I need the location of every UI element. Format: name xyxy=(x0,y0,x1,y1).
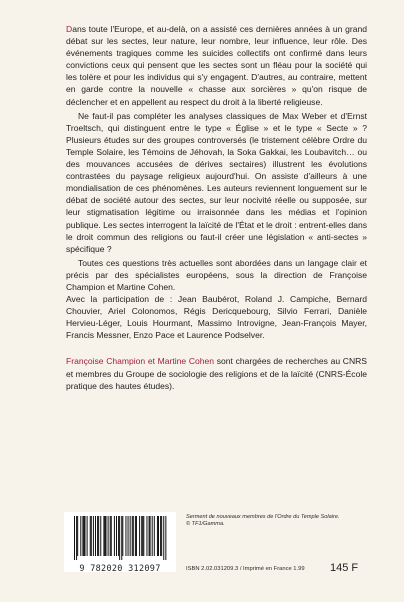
drop-cap: D xyxy=(66,24,73,34)
barcode-bar xyxy=(93,516,94,556)
price: 145 F xyxy=(330,562,359,574)
barcode-bar xyxy=(95,516,96,556)
barcode-bar xyxy=(87,516,88,556)
barcode-bar xyxy=(106,516,107,556)
barcode-bar xyxy=(132,516,133,556)
barcode-bars xyxy=(72,516,168,562)
barcode-bar xyxy=(118,516,119,556)
participants-list: Avec la participation de : Jean Baubérot, Roland J. Campiche, Bernard Chouvier, Ariel Colonomos, Régis Dericquebourg, Silvio Ferrari, Danièle Hervieu-Léger, Louis Hourmant, Massimo Introvigne, Jean-François Mayer, Francis Messner, Enzo Pace et Laurence Podselver. xyxy=(66,294,367,341)
barcode-bar xyxy=(128,516,129,556)
barcode-bar xyxy=(143,516,144,556)
back-cover-footer xyxy=(64,508,364,580)
barcode-bar xyxy=(77,516,78,556)
barcode-bar xyxy=(83,516,84,556)
barcode-bar xyxy=(119,516,120,560)
barcode-bar xyxy=(98,516,99,556)
barcode-bar xyxy=(108,516,109,556)
barcode-bar xyxy=(158,516,159,556)
barcode-bar xyxy=(141,516,142,556)
barcode-bar xyxy=(152,516,153,556)
barcode-bar xyxy=(154,516,155,556)
barcode-bar xyxy=(122,516,123,556)
barcode-bar xyxy=(139,516,140,556)
barcode-bar xyxy=(135,516,136,556)
barcode-bar xyxy=(130,516,131,556)
paragraph-intro-text: ans toute l'Europe, et au-delà, on a assisté ces dernières années à un grand débat sur les sectes, leur nature, leur nombre, leur influence, leur rôle. Des événements tragiques comme les suicides collectifs ont confirmé dans leurs convictions ceux qui pensent que les sectes sont un fléau pour la société qui les tolère et pour les individus qui s'y engagent. D'autres, au contraire, mettent en garde contre la nouvelle « chasse aux sorcières » qu'on risque de déclencher et en appellent au respect du droit à la liberté religieuse. xyxy=(66,24,367,107)
barcode-bar xyxy=(149,516,150,556)
barcode-bar xyxy=(82,516,83,556)
blurb-text xyxy=(66,23,367,392)
barcode-bar xyxy=(97,516,98,556)
barcode-bar xyxy=(157,516,158,556)
barcode-bar xyxy=(80,516,81,556)
barcode-bar xyxy=(110,516,111,556)
barcode-bar xyxy=(85,516,86,556)
barcode-bar xyxy=(133,516,134,556)
paragraph-analysis: Ne faut-il pas compléter les analyses classiques de Max Weber et d'Ernst Troeltsch, qui distinguent entre le type « Église » et le type « Secte » ? Plusieurs études sur des groupes controversés (le tristement célèbre Ordre du Temple Solaire, les Témoins de Jéhovah, la Soka Gakkai, les Loubavitch… ou des mouvances accusées de dérives sectaires) illustrent les évolutions contrastées du paysage religieux aujourd'hui. On assiste d'ailleurs à une mondialisation de ces phénomènes. Les auteurs reviennent longuement sur le débat de société autour des sectes, sur leur nocivité réelle ou supposée, sur leur stigmatisation légitime ou irraisonnée dans les médias et l'opinion publique. Les sectes interrogent la laïcité de l'État et le droit : entrent-elles dans le droit commun des religions ou faut-il créer une législation « anti-sectes » spécifique ? xyxy=(66,110,367,254)
paragraph-intro xyxy=(66,23,367,108)
paragraph-questions: Toutes ces questions très actuelles sont abordées dans un langage clair et précis par des spécialistes européens, sous la direction de Françoise Champion et Martine Cohen. xyxy=(66,257,367,292)
barcode-bar xyxy=(116,516,117,556)
barcode-bar xyxy=(161,516,162,556)
author-bio-text: sont chargées de recherches au CNRS et membres du Groupe de sociologie des religions et de la laïcité (CNRS-École pratique des hautes études). xyxy=(66,356,367,391)
barcode xyxy=(64,512,176,572)
barcode-bar xyxy=(104,516,105,556)
barcode-bar xyxy=(114,516,115,556)
barcode-bar xyxy=(165,516,166,560)
barcode-bar xyxy=(163,516,164,560)
barcode-bar xyxy=(142,516,143,556)
barcode-number: 9 782020 312097 xyxy=(79,564,161,574)
barcode-bar xyxy=(103,516,104,556)
isbn-line: ISBN 2.02.031209.3 / Imprimé en France 1.99 xyxy=(186,566,305,572)
author-bio xyxy=(66,355,367,391)
photo-caption xyxy=(186,514,356,529)
author-names: Françoise Champion et Martine Cohen xyxy=(66,356,215,367)
barcode-bar xyxy=(160,516,161,556)
barcode-bar xyxy=(146,516,147,556)
barcode-bar xyxy=(125,516,126,556)
barcode-bar xyxy=(111,516,112,556)
photo-caption-line-2: © TF1/Gamma. xyxy=(186,521,225,528)
barcode-bar xyxy=(136,516,137,556)
barcode-bar xyxy=(74,516,75,560)
barcode-bar xyxy=(150,516,151,556)
barcode-bar xyxy=(76,516,77,560)
barcode-bar xyxy=(91,516,92,556)
barcode-bar xyxy=(90,516,91,556)
barcode-bar xyxy=(100,516,101,556)
photo-caption-line-1: Serment de nouveaux membres de l'Ordre du Temple Solaire. xyxy=(186,514,340,520)
barcode-bar xyxy=(121,516,122,560)
